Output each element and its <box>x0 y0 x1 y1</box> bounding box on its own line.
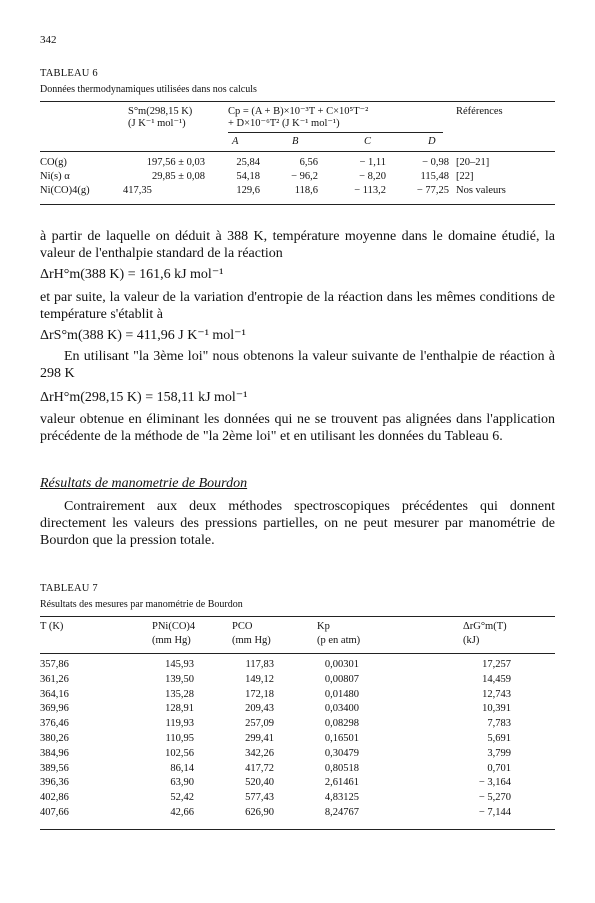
table7-kp-value: 2,61461 <box>324 777 359 789</box>
table7-p-nico-value: 102,56 <box>165 747 194 759</box>
table7-deltag-value: 3,799 <box>487 747 511 759</box>
table7-deltag-value: 12,743 <box>482 688 511 700</box>
table7-p-nico-value: 119,93 <box>165 718 194 730</box>
table7-p-nico-value: 86,14 <box>170 762 194 774</box>
paragraph-third-law: En utilisant "la 3ème loi" nous obtenons la valeur suivante de l'enthalpie de réaction à 298 K <box>40 349 555 381</box>
table7-p-nico-value: 110,95 <box>165 733 194 744</box>
table7-header-p-nico-unit: (mm Hg) <box>152 635 191 646</box>
table7-deltag-value: − 5,270 <box>478 792 511 804</box>
table6-subcol-b: B <box>292 136 299 147</box>
table6-subcol-d: D <box>428 136 436 147</box>
table7-t-value: 407,66 <box>40 807 69 818</box>
table7-p-co-value: 299,41 <box>245 733 274 744</box>
table6-c-value: − 8,20 <box>359 171 386 182</box>
table6-d-value: − 0,98 <box>422 157 449 168</box>
table7-p-nico-value: 135,28 <box>165 688 194 700</box>
table6-species: Ni(s) α <box>40 171 70 182</box>
table6-s-value: 417,35 <box>123 185 152 196</box>
table7-p-nico-value: 128,91 <box>165 703 194 715</box>
table7-header-kp-unit: (p en atm) <box>317 635 361 646</box>
table6-b-value: − 96,2 <box>291 171 318 182</box>
table6-header-rule <box>40 151 555 152</box>
table6-label: TABLEAU 6 <box>40 68 98 79</box>
table7-deltag-value: 14,459 <box>482 673 511 685</box>
equation-enthalpy-388: ΔrH°m(388 K) = 161,6 kJ mol⁻¹ <box>40 267 224 282</box>
table7-kp-value: 0,03400 <box>324 703 359 715</box>
table6-header-refs: Références <box>456 106 503 117</box>
table7-p-co-value: 209,43 <box>245 703 274 715</box>
table6-header-s-line1: S°m(298,15 K) <box>128 106 193 117</box>
table7-header-p-co-unit: (mm Hg) <box>232 635 271 646</box>
table6-header-cp-line2: + D×10⁻⁶T² (J K⁻¹ mol⁻¹) <box>228 118 340 129</box>
table7-p-co-value: 257,09 <box>245 718 274 730</box>
table7-header-t: T (K) <box>40 621 64 632</box>
table7-p-nico-value: 42,66 <box>170 807 194 818</box>
table7-t-value: 402,86 <box>40 792 69 804</box>
table7-t-value: 369,96 <box>40 703 69 715</box>
table7-header-deltag: ΔrG°m(T) <box>463 621 507 632</box>
table7-t-value: 361,26 <box>40 673 69 685</box>
table7-p-nico-value: 139,50 <box>165 673 194 685</box>
table7-deltag-value: 5,691 <box>487 733 511 744</box>
table6-s-value: 197,56 ± 0,03 <box>146 157 205 168</box>
table7-p-co-value: 577,43 <box>245 792 274 804</box>
table6-b-value: 6,56 <box>299 157 318 168</box>
table7-header-rule <box>40 653 555 654</box>
page-number: 342 <box>40 34 57 46</box>
table6-ref: [22] <box>456 171 474 182</box>
table6-a-value: 25,84 <box>236 157 260 168</box>
table7-kp-value: 4,83125 <box>324 792 359 804</box>
equation-enthalpy-298: ΔrH°m(298,15 K) = 158,11 kJ mol⁻¹ <box>40 390 248 405</box>
table7-header-p-nico: PNi(CO)4 <box>152 621 196 632</box>
table6-ref: Nos valeurs <box>456 185 506 196</box>
equation-entropy-388: ΔrS°m(388 K) = 411,96 J K⁻¹ mol⁻¹ <box>40 328 246 343</box>
table7-header-kp: Kp <box>317 621 330 632</box>
table7-header-p-co: PCO <box>232 621 253 632</box>
table7-kp-value: 0,16501 <box>324 733 359 744</box>
table7-t-value: 380,26 <box>40 733 69 744</box>
table7-top-rule <box>40 616 555 617</box>
table6-a-value: 129,6 <box>236 185 260 196</box>
table6-cp-rule <box>228 132 443 133</box>
table7-t-value: 384,96 <box>40 747 69 759</box>
table6-c-value: − 1,11 <box>359 157 386 168</box>
table7-header-deltag-unit: (kJ) <box>463 635 480 646</box>
table7-kp-value: 8,24767 <box>324 807 359 818</box>
table7-deltag-value: 10,391 <box>482 703 511 715</box>
paragraph-entropy: et par suite, la valeur de la variation d'entropie de la réaction dans les mêmes conditions de température s'établit à <box>40 290 555 322</box>
table6-species: Ni(CO)4(g) <box>40 185 90 196</box>
table6-header-cp-line1: Cp = (A + B)×10⁻³T + C×10⁵T⁻² <box>228 106 369 117</box>
table6-subcol-c: C <box>364 136 372 147</box>
table7-kp-value: 0,80518 <box>324 762 359 774</box>
table6-species: CO(g) <box>40 157 67 168</box>
table7-kp-value: 0,00807 <box>324 673 359 685</box>
table7-p-co-value: 626,90 <box>245 807 274 818</box>
table6-d-value: − 77,25 <box>416 185 449 196</box>
table7-t-value: 364,16 <box>40 688 69 700</box>
table6-c-value: − 113,2 <box>354 185 386 196</box>
table7-caption: Résultats des mesures par manométrie de Bourdon <box>40 599 243 610</box>
table6-ref: [20–21] <box>456 157 490 168</box>
table7-p-co-value: 417,72 <box>245 762 274 774</box>
table7-deltag-value: − 3,164 <box>478 777 511 789</box>
table7-kp-value: 0,00301 <box>324 659 359 670</box>
table7-p-co-value: 520,40 <box>245 777 274 789</box>
table7-p-nico-value: 63,90 <box>170 777 194 789</box>
table7-label: TABLEAU 7 <box>40 583 98 594</box>
section-title: Résultats de manometrie de Bourdon <box>40 476 248 491</box>
table6-s-value: 29,85 ± 0,08 <box>151 171 205 182</box>
table7-p-co-value: 117,83 <box>245 659 274 670</box>
table7-p-co-value: 172,18 <box>245 688 274 700</box>
paragraph-second-law: valeur obtenue en éliminant les données qui ne se trouvent pas alignées dans l'application précédente de la méthode de "la 2ème loi" et en utilisant les données du Tableau 6. <box>40 412 555 444</box>
table6-top-rule <box>40 101 555 102</box>
table6-a-value: 54,18 <box>236 171 260 182</box>
table6-subcol-a: A <box>232 136 239 147</box>
table7-bottom-rule <box>40 829 555 830</box>
table7-p-co-value: 149,12 <box>245 673 274 685</box>
table6-b-value: 118,6 <box>294 185 318 196</box>
paragraph-enthalpy-intro: à partir de laquelle on déduit à 388 K, température moyenne dans le domaine étudié, la valeur de l'enthalpie standard de la réaction <box>40 229 555 261</box>
table6-caption: Données thermodynamiques utilisées dans nos calculs <box>40 84 257 95</box>
table7-deltag-value: 7,783 <box>487 718 511 730</box>
table6-header-s-line2: (J K⁻¹ mol⁻¹) <box>128 118 186 129</box>
table7-deltag-value: − 7,144 <box>478 807 511 818</box>
table7-t-value: 357,86 <box>40 659 69 670</box>
table7-deltag-value: 0,701 <box>487 762 511 774</box>
table7-kp-value: 0,01480 <box>324 688 359 700</box>
table7-t-value: 376,46 <box>40 718 69 730</box>
table6-d-value: 115,48 <box>420 171 449 182</box>
table7-p-co-value: 342,26 <box>245 747 274 759</box>
table7-t-value: 389,56 <box>40 762 69 774</box>
table7-p-nico-value: 52,42 <box>170 792 194 804</box>
table7-t-value: 396,36 <box>40 777 69 789</box>
table7-kp-value: 0,30479 <box>324 747 359 759</box>
table6-bottom-rule <box>40 204 555 205</box>
table7-kp-value: 0,08298 <box>324 718 359 730</box>
table7-p-nico-value: 145,93 <box>165 659 194 670</box>
paragraph-bourdon: Contrairement aux deux méthodes spectroscopiques précédentes qui donnent directement les valeurs des pressions partielles, on ne peut mesurer par manométrie de Bourdon que la pression totale. <box>40 499 555 548</box>
table7-deltag-value: 17,257 <box>482 659 511 670</box>
